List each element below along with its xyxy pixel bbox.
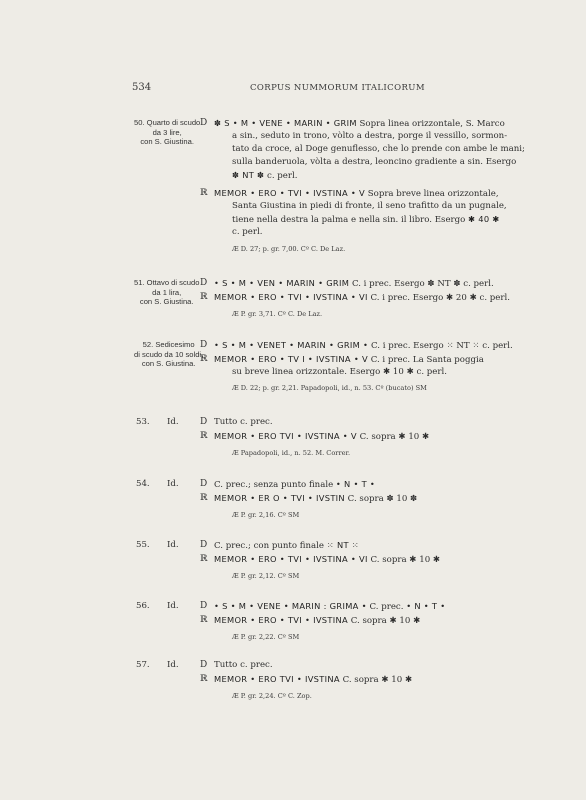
- page-header: [0, 82, 586, 98]
- obverse-sign: D: [200, 118, 208, 128]
- metadata: Æ P. gr. 2,12. Cº SM: [232, 572, 300, 580]
- reverse-sign: ℝ: [200, 188, 208, 198]
- running-title: CORPUS NUMMORUM ITALICORUM: [250, 83, 425, 93]
- legend: ✽ S • M • VENE • MARIN • GRIM: [214, 118, 357, 128]
- metadata: Æ D. 22; p. gr. 2,21. Papadopoli, id., n. 53. Cº (bucato) SM: [232, 384, 427, 392]
- page-number: 534: [132, 82, 152, 93]
- metadata: Æ D. 27; p. gr. 7,00. Cº C. De Laz.: [232, 245, 346, 253]
- entry-label: 51. Ottavo di scudo da 1 lira, con S. Giustina.: [134, 278, 200, 306]
- metadata: Æ P. gr. 2,24. Cº C. Zop.: [232, 692, 312, 700]
- metadata: Æ Papadopoli, id., n. 52. M. Correr.: [232, 449, 351, 457]
- metadata: Æ P. gr. 3,71. Cº C. De Laz.: [232, 310, 323, 318]
- entry-label: 50. Quarto di scudo da 3 lire, con S. Giustina.: [134, 118, 201, 146]
- page-scan: 534 CORPUS NUMMORUM ITALICORUM 50. Quarto di scudo da 3 lire, con S. Giustina. D ✽ S • M • VENE • MARIN • GRIM Sopra linea orizzontale, S. Marco a sin., seduto in trono, vòlto a destra, porge il vessillo, sormon- tato da croce, al Doge genuflesso, che lo prende con ambe le mani; sulla banderuola, vòlta a destra, leoncino gradiente a sin. Esergo ✽ NT ✽ c. perl. ℝ MEMOR • ERO • TVI • IVSTINA • V Sopra breve linea orizzontale, Santa Giustina in piedi di fronte, il seno trafitto da un pugnale, tiene nella destra la palma e nella sin. il libro. Esergo ✱ 40 ✱ c. perl. Æ D. 27; p. gr. 7,00. Cº C. De Laz. 51. Ottavo di scudo da 1 lira, con S. Giustina. D • S • M • VEN • MARIN • GRIM C. i prec. Esergo ✽ NT ✽ c. perl. ℝ MEMOR • ERO • TVI • IVSTINA • VI C. i prec. Esergo ✱ 20 ✱ c. perl. Æ P. gr. 3,71. Cº C. De Laz. 52. Sedicesimo di scudo da 10 soldi, con S. Giustina. D • S • M • VENET • MARIN • GRIM • C. i prec. Esergo ⁙ NT ⁙ c. perl. ℝ MEMOR • ERO • TV I • IVSTINA • V C. i prec. La Santa poggia su breve linea orizzontale. Esergo ✱ 10 ✱ c. perl. Æ D. 22; p. gr. 2,21. Papadopoli, id., n. 53. Cº (bucato) SM 53. Id. D Tutto c. prec. ℝ MEMOR • ERO TVI • IVSTINA • V C. sopra ✱ 10 ✱ Æ Papadopoli, id., n. 52. M. Correr. 54. Id. D C. prec.; senza punto finale • N • T • ℝ MEMOR • ER O • TVI • IVSTIN C. sopra ✽ 10 ✽ Æ P. gr. 2,16. Cº SM 55. Id. D C. prec.; con punto finale ⁙ NT ⁙ ℝ MEMOR • ERO • TVI • IVSTINA • VI C. sopra ✱ 10 ✱ Æ P. gr. 2,12. Cº SM 56. Id. D • S • M • VENE • MARIN : GRIMA • C. prec. • N • T • ℝ MEMOR • ERO • TVI • IVSTINA C. sopra ✱ 10 ✱ Æ P. gr. 2,22. Cº SM 57. Id. D Tutto c. prec. ℝ MEMOR • ERO TVI • IVSTINA C. sopra ✱ 10 ✱ Æ P. gr. 2,24. Cº C. Zop.: [0, 0, 586, 800]
- metadata: Æ P. gr. 2,16. Cº SM: [232, 511, 300, 519]
- metadata: Æ P. gr. 2,22. Cº SM: [232, 633, 300, 641]
- entry-label: 52. Sedicesimo di scudo da 10 soldi, con S. Giustina.: [134, 340, 204, 368]
